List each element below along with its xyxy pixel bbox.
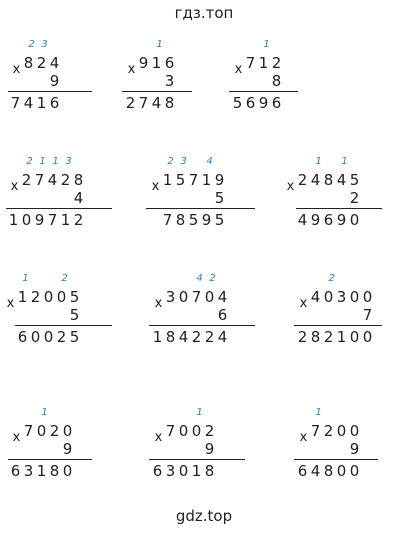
multiplicand-digit: 0 [56,288,67,306]
product-digit: 2 [56,328,67,346]
multiplicand-digit: 0 [43,288,54,306]
carry-digit: 1 [315,156,322,167]
product-digit: 0 [349,328,360,346]
multiplicand-digit: 1 [151,54,162,72]
carry-digit: 2 [209,273,216,284]
multiplier-digit: 3 [164,72,175,90]
product-digit: 1 [60,211,71,229]
multiplicand-digit: 1 [201,171,212,189]
multiplicand-digit: 0 [36,422,47,440]
carry-digit: 3 [65,156,72,167]
multiplier-digit: 9 [49,72,60,90]
multiplier-digit: 5 [214,189,225,207]
multiplicand-digit: 3 [336,288,347,306]
product-digit: 5 [69,328,80,346]
multiplier-digit: 5 [69,306,80,324]
multiplicand-digit: 5 [175,171,186,189]
multiplier-digit: 9 [204,440,215,458]
multiplicand-digit: 4 [310,288,321,306]
product-digit: 1 [36,94,47,112]
multiplicand-digit: 4 [310,171,321,189]
product-digit: 4 [217,328,228,346]
product-digit: 4 [151,94,162,112]
multiplicand-digit: 5 [349,171,360,189]
product-digit: 6 [297,462,308,480]
product-digit: 2 [191,328,202,346]
multiplicand-digit: 2 [30,288,41,306]
multiplier-digit: 7 [362,306,373,324]
product-digit: 0 [62,462,73,480]
product-digit: 7 [162,211,173,229]
product-line [294,325,382,326]
product-line [146,208,255,209]
multiplicand-digit: 1 [17,288,28,306]
product-digit: 4 [297,211,308,229]
multiplicand-digit: 2 [60,171,71,189]
multiply-sign: x [286,179,295,194]
multiplicand-digit: 7 [34,171,45,189]
watermark-top: гдз.топ [174,4,234,22]
multiplicand-digit: 0 [191,422,202,440]
product-line [15,325,112,326]
carry-digit: 1 [315,407,322,418]
product-digit: 0 [349,211,360,229]
product-line [296,208,382,209]
product-digit: 2 [73,211,84,229]
multiplicand-digit: 0 [204,288,215,306]
multiplicand-digit: 2 [271,54,282,72]
multiplicand-digit: 0 [349,422,360,440]
product-digit: 8 [165,328,176,346]
product-digit: 6 [271,94,282,112]
product-digit: 9 [336,211,347,229]
multiply-sign: x [154,296,163,311]
carry-digit: 1 [52,156,59,167]
multiplicand-digit: 0 [323,288,334,306]
multiplicand-digit: 7 [165,422,176,440]
product-digit: 9 [310,211,321,229]
multiplicand-digit: 9 [214,171,225,189]
carry-digit: 3 [180,156,187,167]
multiply-sign: x [6,296,15,311]
carry-digit: 4 [206,156,213,167]
product-digit: 5 [232,94,243,112]
product-digit: 6 [10,462,21,480]
multiplicand-digit: 2 [323,422,334,440]
multiplicand-digit: 6 [164,54,175,72]
carry-digit: 2 [61,273,68,284]
multiplicand-digit: 0 [349,288,360,306]
multiplicand-digit: 5 [69,288,80,306]
multiplicand-digit: 2 [36,54,47,72]
multiplicand-digit: 2 [297,171,308,189]
multiplicand-digit: 4 [49,54,60,72]
product-digit: 6 [245,94,256,112]
product-digit: 7 [138,94,149,112]
carry-digit: 2 [28,39,35,50]
carry-digit: 3 [41,39,48,50]
watermark-bottom: gdz.top [175,507,233,525]
product-line [8,459,92,460]
product-line [149,459,245,460]
multiplicand-digit: 2 [21,171,32,189]
multiplicand-digit: 0 [336,422,347,440]
product-digit: 0 [349,462,360,480]
product-digit: 1 [152,328,163,346]
multiplicand-digit: 1 [162,171,173,189]
multiplicand-digit: 0 [62,422,73,440]
carry-digit: 4 [196,273,203,284]
product-digit: 6 [17,328,28,346]
product-digit: 1 [8,211,19,229]
product-line [122,91,192,92]
product-digit: 3 [23,462,34,480]
multiplicand-digit: 4 [336,171,347,189]
product-digit: 0 [336,462,347,480]
product-digit: 5 [188,211,199,229]
multiply-sign: x [299,296,308,311]
product-digit: 8 [49,462,60,480]
product-digit: 7 [10,94,21,112]
multiplier-digit: 9 [349,440,360,458]
multiply-sign: x [234,62,243,77]
product-digit: 7 [47,211,58,229]
carry-digit: 1 [41,407,48,418]
product-line [229,91,298,92]
product-digit: 0 [362,328,373,346]
carry-digit: 1 [39,156,46,167]
multiplicand-digit: 3 [165,288,176,306]
multiplier-digit: 2 [349,189,360,207]
product-digit: 4 [310,462,321,480]
multiplicand-digit: 7 [23,422,34,440]
product-digit: 0 [43,328,54,346]
product-digit: 0 [21,211,32,229]
multiply-sign: x [299,430,308,445]
carry-digit: 2 [328,273,335,284]
product-digit: 2 [297,328,308,346]
product-digit: 9 [34,211,45,229]
multiplicand-digit: 0 [362,288,373,306]
multiplier-digit: 9 [62,440,73,458]
product-digit: 8 [164,94,175,112]
product-digit: 3 [165,462,176,480]
multiply-sign: x [127,62,136,77]
product-digit: 6 [323,211,334,229]
product-digit: 5 [214,211,225,229]
multiplicand-digit: 7 [188,171,199,189]
product-digit: 9 [258,94,269,112]
multiplier-digit: 6 [217,306,228,324]
multiplicand-digit: 1 [258,54,269,72]
multiplicand-digit: 2 [49,422,60,440]
multiplicand-digit: 4 [217,288,228,306]
product-line [294,459,378,460]
multiplicand-digit: 2 [204,422,215,440]
product-digit: 1 [336,328,347,346]
multiplier-digit: 4 [73,189,84,207]
multiplicand-digit: 7 [191,288,202,306]
multiply-sign: x [12,62,21,77]
multiplier-digit: 8 [271,72,282,90]
multiplicand-digit: 9 [138,54,149,72]
product-digit: 8 [204,462,215,480]
multiplicand-digit: 8 [23,54,34,72]
multiplicand-digit: 8 [323,171,334,189]
product-digit: 4 [23,94,34,112]
product-digit: 1 [191,462,202,480]
multiply-sign: x [151,179,160,194]
product-digit: 0 [178,462,189,480]
product-line [8,91,92,92]
carry-digit: 1 [196,407,203,418]
multiplicand-digit: 0 [178,422,189,440]
multiply-sign: x [154,430,163,445]
product-digit: 6 [152,462,163,480]
carry-digit: 1 [22,273,29,284]
product-digit: 4 [178,328,189,346]
multiplicand-digit: 8 [73,171,84,189]
multiplicand-digit: 7 [310,422,321,440]
carry-digit: 1 [341,156,348,167]
multiplicand-digit: 7 [245,54,256,72]
multiplicand-digit: 4 [47,171,58,189]
multiplicand-digit: 0 [178,288,189,306]
product-digit: 2 [204,328,215,346]
product-line [149,325,255,326]
product-digit: 9 [201,211,212,229]
product-digit: 1 [36,462,47,480]
product-digit: 8 [323,462,334,480]
product-digit: 2 [125,94,136,112]
multiply-sign: x [10,179,19,194]
product-digit: 0 [30,328,41,346]
product-digit: 8 [310,328,321,346]
product-digit: 6 [49,94,60,112]
carry-digit: 2 [167,156,174,167]
carry-digit: 1 [156,39,163,50]
product-line [6,208,112,209]
product-digit: 8 [175,211,186,229]
product-digit: 2 [323,328,334,346]
multiply-sign: x [12,430,21,445]
carry-digit: 2 [26,156,33,167]
carry-digit: 1 [263,39,270,50]
